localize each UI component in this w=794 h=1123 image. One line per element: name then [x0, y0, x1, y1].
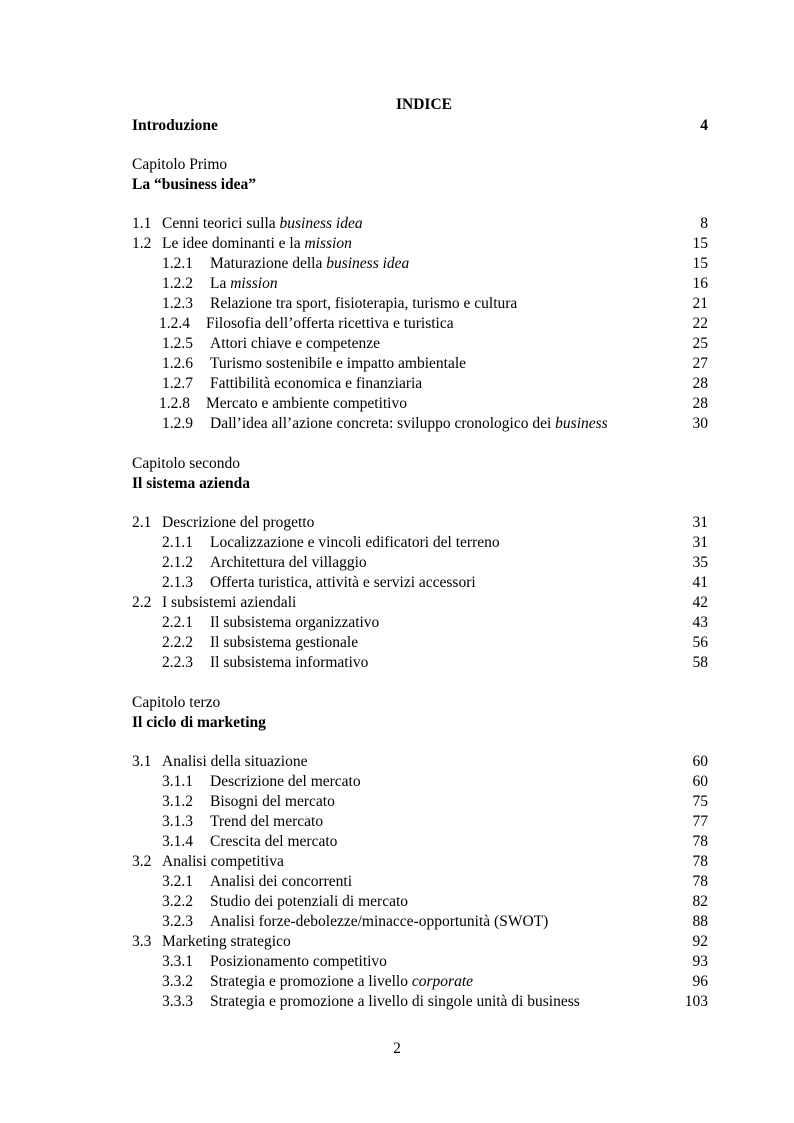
- toc-entry-number: 3.1: [132, 753, 152, 770]
- toc-entry-page: 77: [692, 813, 708, 830]
- toc-entry-label: Il subsistema informativo: [210, 654, 369, 671]
- toc-entry-number: 3.3.2: [162, 973, 193, 990]
- toc-entry-page: 75: [692, 793, 708, 810]
- toc-entry-page: 41: [692, 574, 708, 591]
- toc-entry: [132, 254, 708, 274]
- toc-entry: [132, 952, 708, 972]
- toc-entry-label: Strategia e promozione a livello di singole unità di business: [210, 993, 580, 1010]
- toc-entry-number: 3.2: [132, 853, 152, 870]
- toc-entry-label: Strategia e promozione a livello corporate: [210, 973, 474, 990]
- chapter-1-title: La “business idea”: [132, 176, 257, 193]
- toc-entry-number: 1.2.5: [162, 335, 193, 352]
- toc-entry-page: 60: [692, 773, 708, 790]
- toc-entry-page: 88: [692, 913, 708, 930]
- toc-entry-number: 2.1.3: [162, 574, 193, 591]
- toc-entry: [132, 872, 708, 892]
- toc-intro: [132, 116, 708, 136]
- toc-entry: [132, 992, 708, 1012]
- toc-entry-number: 1.2: [132, 235, 152, 252]
- toc-entry: [132, 613, 708, 633]
- toc-entry: [132, 573, 708, 593]
- toc-entry-page: 103: [684, 993, 708, 1010]
- toc-entry-page: 92: [692, 933, 708, 950]
- toc-entry-page: 25: [692, 335, 708, 352]
- toc-entry-number: 3.1.3: [162, 813, 193, 830]
- toc-entry: [132, 772, 708, 792]
- toc-entry: [132, 593, 708, 613]
- toc-intro-page: 4: [700, 117, 708, 134]
- toc-entry-page: 21: [692, 295, 708, 312]
- toc-entry-label: Crescita del mercato: [210, 833, 338, 850]
- toc-entry-label: Turismo sostenibile e impatto ambientale: [210, 355, 467, 372]
- toc-entry-number: 3.2.3: [162, 913, 193, 930]
- toc-entry-number: 1.2.8: [159, 395, 190, 412]
- toc-entry-label: Bisogni del mercato: [210, 793, 335, 810]
- toc-entry: [132, 354, 708, 374]
- toc-entry-label: Architettura del villaggio: [210, 554, 367, 571]
- toc-entry-label: Le idee dominanti e la mission: [162, 235, 352, 252]
- toc-entry-page: 30: [692, 415, 708, 432]
- toc-entry-label: I subsistemi aziendali: [162, 594, 297, 611]
- toc-entry-number: 3.1.2: [162, 793, 193, 810]
- toc-entry-label: Analisi dei concorrenti: [210, 873, 353, 890]
- toc-entry-page: 28: [692, 395, 708, 412]
- toc-entry-number: 1.2.9: [162, 415, 193, 432]
- toc-entry-page: 78: [692, 833, 708, 850]
- toc-entry: [132, 294, 708, 314]
- toc-entry-page: 56: [692, 634, 708, 651]
- toc-entry-number: 2.2.1: [162, 614, 193, 631]
- toc-entry: [132, 892, 708, 912]
- chapter-1-heading: Capitolo Primo: [132, 156, 228, 173]
- toc-entry-number: 3.2.1: [162, 873, 193, 890]
- toc-entry-label: Maturazione della business idea: [210, 255, 410, 272]
- toc-entry-label: Analisi della situazione: [162, 753, 308, 770]
- toc-entry-number: 2.2.3: [162, 654, 193, 671]
- toc-entry-page: 31: [692, 534, 708, 551]
- toc-entry: [132, 752, 708, 772]
- toc-entry-number: 1.2.6: [162, 355, 193, 372]
- toc-entry: [132, 812, 708, 832]
- toc-entry-page: 15: [692, 255, 708, 272]
- toc-entry-label: Cenni teorici sulla business idea: [162, 215, 363, 232]
- toc-entry-page: 28: [692, 375, 708, 392]
- toc-entry-number: 3.3: [132, 933, 152, 950]
- toc-entry: [132, 394, 708, 414]
- toc-entry-page: 27: [692, 355, 708, 372]
- toc-entry: [132, 214, 708, 234]
- toc-entry-label: Filosofia dell’offerta ricettiva e turistica: [206, 315, 454, 332]
- toc-entry: [132, 334, 708, 354]
- toc-entry: [132, 374, 708, 394]
- toc-entry-page: 8: [700, 215, 708, 232]
- toc-entry-page: 78: [692, 873, 708, 890]
- toc-entry: [132, 553, 708, 573]
- toc-entry-number: 1.2.4: [159, 315, 190, 332]
- toc-entry-label: Posizionamento competitivo: [210, 953, 387, 970]
- toc-entry-number: 1.1: [132, 215, 152, 232]
- toc-entry-page: 93: [692, 953, 708, 970]
- toc-entry: [132, 414, 708, 434]
- toc-entry-label: Dall’idea all’azione concreta: sviluppo cronologico dei business: [210, 415, 608, 432]
- toc-entry: [132, 274, 708, 294]
- toc-entry-page: 42: [692, 594, 708, 611]
- toc-entry-number: 2.1: [132, 514, 152, 531]
- toc-entry-label: Offerta turistica, attività e servizi accessori: [210, 574, 476, 591]
- toc-entry: [132, 932, 708, 952]
- toc-entry-number: 3.1.4: [162, 833, 193, 850]
- page-number: 2: [393, 1040, 401, 1057]
- index-title: INDICE: [396, 96, 452, 113]
- toc-entry-label: Attori chiave e competenze: [210, 335, 380, 352]
- toc-entry-page: 31: [692, 514, 708, 531]
- toc-entry-number: 1.2.7: [162, 375, 193, 392]
- toc-entry-number: 3.3.1: [162, 953, 193, 970]
- toc-entry-number: 1.2.1: [162, 255, 193, 272]
- toc-entry-number: 2.2: [132, 594, 152, 611]
- toc-entry: [132, 513, 708, 533]
- toc-entry-label: Relazione tra sport, fisioterapia, turismo e cultura: [210, 295, 518, 312]
- toc-entry: [132, 633, 708, 653]
- toc-entry: [132, 314, 708, 334]
- toc-entry: [132, 912, 708, 932]
- toc-entry-label: Trend del mercato: [210, 813, 324, 830]
- toc-entry-number: 1.2.2: [162, 275, 193, 292]
- toc-entry-page: 78: [692, 853, 708, 870]
- toc-entry: [132, 533, 708, 553]
- toc-entry-label: La mission: [210, 275, 278, 292]
- toc-entry-label: Descrizione del progetto: [162, 514, 315, 531]
- toc-entry: [132, 234, 708, 254]
- toc-entry: [132, 852, 708, 872]
- toc-entry: [132, 832, 708, 852]
- toc-entry: [132, 972, 708, 992]
- toc-entry-page: 96: [692, 973, 708, 990]
- toc-intro-label: Introduzione: [132, 117, 218, 134]
- toc-entry-page: 58: [692, 654, 708, 671]
- toc-entry-number: 1.2.3: [162, 295, 193, 312]
- toc-entry-page: 15: [692, 235, 708, 252]
- toc-entry: [132, 792, 708, 812]
- chapter-3-heading: Capitolo terzo: [132, 694, 221, 711]
- toc-entry-page: 82: [692, 893, 708, 910]
- toc-entry-label: Analisi forze-debolezze/minacce-opportunità (SWOT): [210, 913, 549, 930]
- toc-entry-label: Descrizione del mercato: [210, 773, 361, 790]
- toc-entry-page: 43: [692, 614, 708, 631]
- chapter-2-heading: Capitolo secondo: [132, 455, 241, 472]
- toc-entry-number: 2.1.1: [162, 534, 193, 551]
- toc-entry-number: 2.1.2: [162, 554, 193, 571]
- toc-entry-number: 3.2.2: [162, 893, 193, 910]
- toc-entry-label: Il subsistema gestionale: [210, 634, 359, 651]
- toc-entry-label: Fattibilità economica e finanziaria: [210, 375, 423, 392]
- toc-entry-number: 2.2.2: [162, 634, 193, 651]
- toc-entry-label: Marketing strategico: [162, 933, 291, 950]
- toc-entry-number: 3.3.3: [162, 993, 193, 1010]
- toc-entry-label: Localizzazione e vincoli edificatori del terreno: [210, 534, 500, 551]
- toc-entry-number: 3.1.1: [162, 773, 193, 790]
- toc-entry-label: Mercato e ambiente competitivo: [206, 395, 407, 412]
- toc-entry-label: Studio dei potenziali di mercato: [210, 893, 409, 910]
- toc-entry-label: Analisi competitiva: [162, 853, 284, 870]
- chapter-3-title: Il ciclo di marketing: [132, 714, 266, 731]
- toc-entry-page: 22: [692, 315, 708, 332]
- toc-entry-page: 60: [692, 753, 708, 770]
- toc-entry: [132, 653, 708, 673]
- toc-entry-page: 35: [692, 554, 708, 571]
- toc-entry-label: Il subsistema organizzativo: [210, 614, 380, 631]
- toc-entry-page: 16: [692, 275, 708, 292]
- chapter-2-title: Il sistema azienda: [132, 475, 250, 492]
